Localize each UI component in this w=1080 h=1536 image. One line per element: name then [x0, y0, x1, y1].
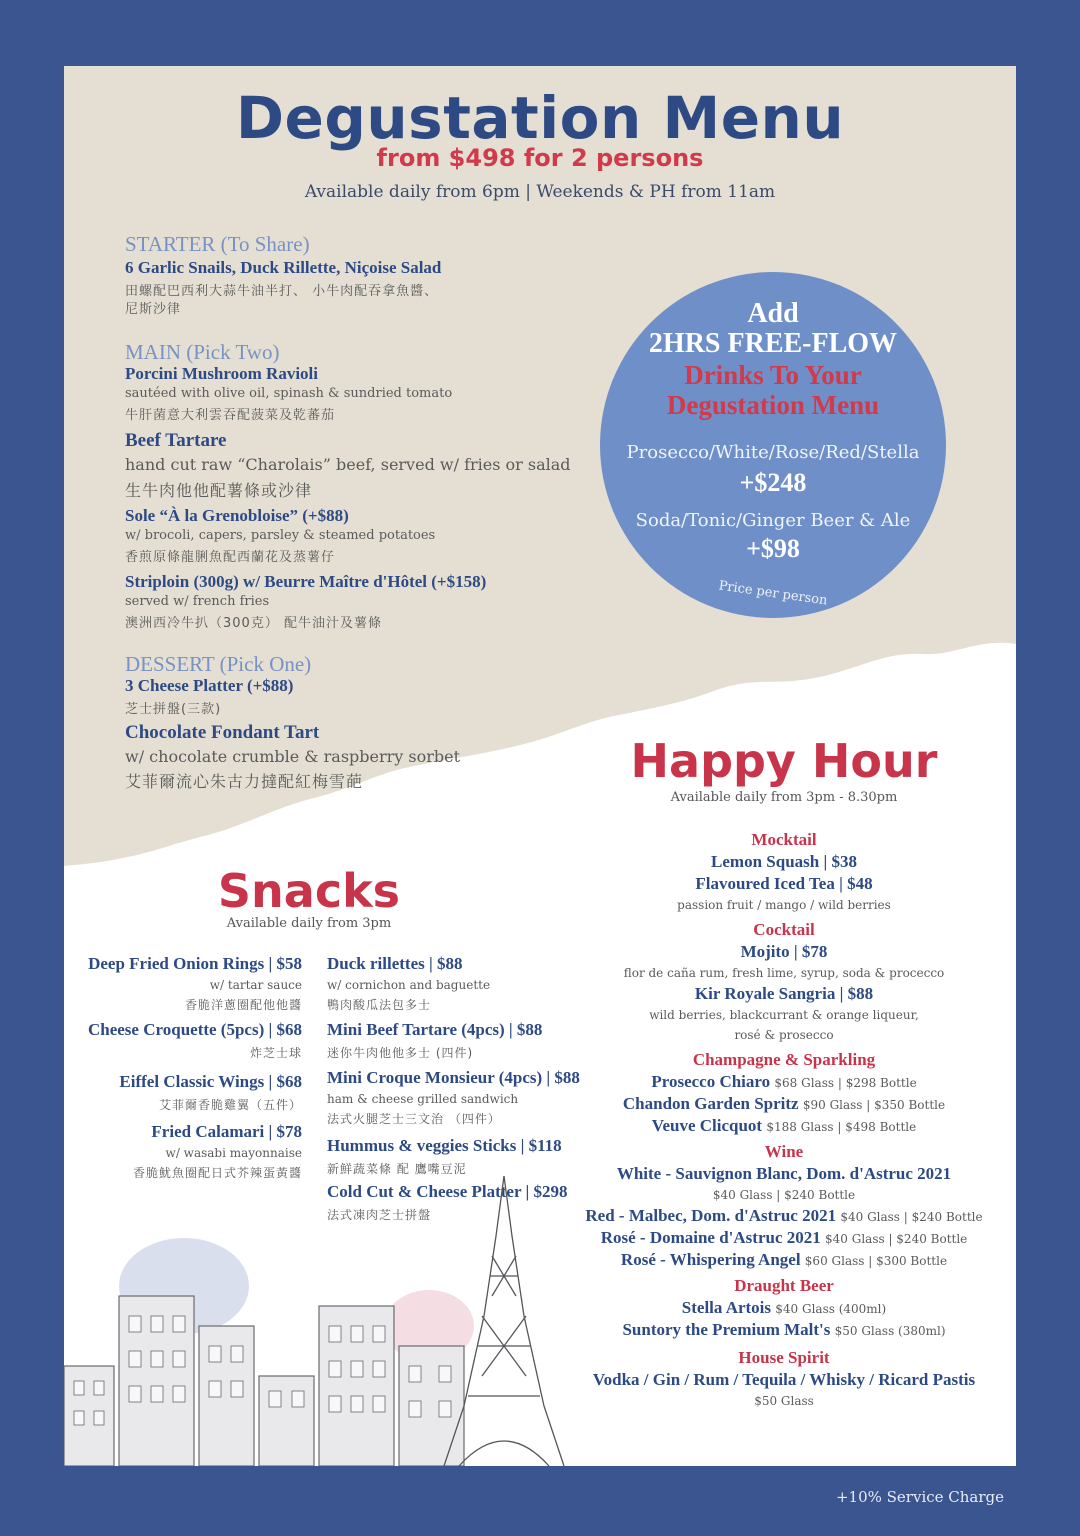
- snack-item-name: Duck rillettes | $88: [327, 954, 463, 973]
- freeflow-badge: [600, 272, 946, 618]
- dessert-item-name: Chocolate Fondant Tart: [125, 722, 320, 743]
- wine-item: White - Sauvignon Blanc, Dom. d'Astruc 2021: [616, 1164, 952, 1183]
- freeflow-line2: 2HRS FREE-FLOW: [648, 328, 898, 359]
- cocktail-item: Kir Royale Sangria | $88: [694, 984, 874, 1003]
- champagne-item: Prosecco Chiaro $68 Glass | $298 Bottle: [651, 1072, 917, 1091]
- paris-illustration: [64, 1176, 624, 1466]
- menu-page: [64, 66, 1016, 1466]
- main-item-desc: w/ brocoli, capers, parsley & steamed potatoes: [125, 528, 436, 543]
- wine-item: Red - Malbec, Dom. d'Astruc 2021 $40 Glass | $240 Bottle: [585, 1206, 983, 1225]
- freeflow-line1: Add: [747, 298, 799, 329]
- snack-item-name: Cheese Croquette (5pcs) | $68: [87, 1020, 302, 1039]
- happy-hour-title: Happy Hour: [630, 734, 938, 788]
- champagne-item: Veuve Clicquot $188 Glass | $498 Bottle: [651, 1116, 917, 1135]
- wine-heading: Wine: [764, 1142, 804, 1161]
- champagne-heading: Champagne & Sparkling: [692, 1050, 876, 1069]
- snack-item-cn: 鴨肉酸瓜法包多士: [327, 998, 432, 1012]
- starter-name: 6 Garlic Snails, Duck Rillette, Niçoise Salad: [125, 258, 442, 277]
- degustation-availability: Available daily from 6pm | Weekends & PH from 11am: [304, 182, 776, 202]
- mocktail-item: Flavoured Iced Tea | $48: [695, 874, 873, 893]
- cocktail-desc: rosé & prosecco: [734, 1028, 834, 1042]
- dessert-heading: DESSERT (Pick One): [125, 652, 312, 676]
- snack-item-name: Hummus & veggies Sticks | $118: [327, 1136, 562, 1155]
- snack-item-cn: 新鮮蔬菜條 配 鷹嘴豆泥: [327, 1162, 467, 1176]
- cocktail-desc: flor de caña rum, fresh lime, syrup, soda & procecco: [623, 966, 945, 980]
- cocktail-item: Mojito | $78: [740, 942, 828, 961]
- starter-heading: STARTER (To Share): [125, 232, 310, 256]
- main-item-cn: 澳洲西冷牛扒（300克） 配牛油汁及薯條: [125, 616, 382, 631]
- beer-item: Stella Artois $40 Glass (400ml): [681, 1298, 887, 1317]
- wine-item: Rosé - Domaine d'Astruc 2021 $40 Glass | $240 Bottle: [600, 1228, 968, 1247]
- snack-item-cn: 香脆洋蔥圈配他他醬: [184, 998, 302, 1012]
- freeflow-option2: Soda/Tonic/Ginger Beer & Ale: [635, 510, 911, 531]
- snacks-title: Snacks: [217, 864, 401, 918]
- freeflow-price2: +$98: [746, 534, 800, 563]
- main-item-cn: 牛肝菌意大利雲吞配菠菜及乾蕃茄: [125, 408, 336, 423]
- cocktail-heading: Cocktail: [753, 920, 815, 939]
- spirit-items: Vodka / Gin / Rum / Tequila / Whisky / Ricard Pastis: [592, 1370, 976, 1389]
- freeflow-note: Price per person: [717, 578, 829, 609]
- degustation-price: from $498 for 2 persons: [376, 144, 704, 172]
- main-item-desc: served w/ french fries: [125, 594, 270, 609]
- snack-item-desc: w/ wasabi mayonnaise: [165, 1146, 302, 1160]
- beer-heading: Draught Beer: [734, 1276, 834, 1295]
- spirit-heading: House Spirit: [738, 1348, 830, 1367]
- main-item-name: Sole “À la Grenobloise” (+$88): [125, 506, 349, 525]
- snack-item-cn: 炸芝士球: [249, 1046, 302, 1060]
- main-item-desc: hand cut raw “Charolais” beef, served w/ fries or salad: [125, 455, 571, 474]
- snack-item-name: Fried Calamari | $78: [151, 1122, 302, 1141]
- starter-cn-2: 尼斯沙律: [125, 302, 182, 317]
- snack-item-name: Cold Cut & Cheese Platter | $298: [327, 1182, 568, 1201]
- beer-item: Suntory the Premium Malt's $50 Glass (380ml): [622, 1320, 946, 1339]
- freeflow-line4: Degustation Menu: [666, 390, 880, 420]
- freeflow-line3: Drinks To Your: [684, 360, 862, 390]
- dessert-item-cn: 芝士拼盤(三款): [125, 702, 222, 717]
- snack-item-cn: 法式火腿芝士三文治 （四件）: [327, 1112, 501, 1126]
- main-item-desc: sautéed with olive oil, spinash & sundried tomato: [125, 386, 453, 401]
- starter-cn-1: 田螺配巴西利大蒜牛油半打、 小牛肉配吞拿魚醬、: [125, 284, 439, 299]
- snack-item-name: Deep Fried Onion Rings | $58: [88, 954, 302, 973]
- freeflow-price1: +$248: [739, 468, 807, 497]
- main-item-cn: 生牛肉他他配薯條或沙律: [125, 481, 313, 500]
- cocktail-desc: wild berries, blackcurrant & orange liqueur,: [649, 1008, 919, 1022]
- dessert-item-cn: 艾菲爾流心朱古力撻配紅梅雪葩: [125, 772, 364, 791]
- snack-item-name: Eiffel Classic Wings | $68: [119, 1072, 302, 1091]
- snack-item-cn: 艾菲爾香脆雞翼（五件）: [158, 1098, 302, 1112]
- snack-item-cn: 迷你牛肉他他多士 (四件): [327, 1046, 474, 1060]
- spirit-price: $50 Glass: [754, 1394, 814, 1408]
- snack-item-desc: w/ cornichon and baguette: [327, 978, 491, 992]
- main-item-cn: 香煎原條龍脷魚配西蘭花及蒸薯仔: [125, 550, 336, 565]
- champagne-item: Chandon Garden Spritz $90 Glass | $350 Bottle: [622, 1094, 946, 1113]
- service-charge-note: +10% Service Charge: [835, 1488, 1005, 1506]
- snack-item-cn: 香脆魷魚圈配日式芥辣蛋黃醬: [132, 1166, 302, 1180]
- snacks-availability: Available daily from 3pm: [226, 916, 392, 931]
- dessert-item-name: 3 Cheese Platter (+$88): [125, 676, 294, 695]
- main-item-name: Striploin (300g) w/ Beurre Maître d'Hôtel (+$158): [125, 572, 487, 591]
- mocktail-heading: Mocktail: [751, 830, 817, 849]
- freeflow-option1: Prosecco/White/Rose/Red/Stella: [626, 442, 920, 463]
- snack-item-desc: ham & cheese grilled sandwich: [327, 1092, 519, 1106]
- snack-item-desc: w/ tartar sauce: [209, 978, 302, 992]
- mocktail-desc: passion fruit / mango / wild berries: [677, 898, 891, 912]
- happy-hour-availability: Available daily from 3pm - 8.30pm: [670, 790, 898, 805]
- main-heading: MAIN (Pick Two): [125, 340, 280, 364]
- wine-price: $40 Glass | $240 Bottle: [712, 1188, 856, 1202]
- wine-item: Rosé - Whispering Angel $60 Glass | $300 Bottle: [620, 1250, 948, 1269]
- mocktail-item: Lemon Squash | $38: [711, 852, 857, 871]
- dessert-item-desc: w/ chocolate crumble & raspberry sorbet: [125, 747, 461, 766]
- degustation-title: Degustation Menu: [235, 84, 845, 152]
- snack-item-name: Mini Beef Tartare (4pcs) | $88: [327, 1020, 543, 1039]
- snack-item-name: Mini Croque Monsieur (4pcs) | $88: [327, 1068, 580, 1087]
- main-item-name: Beef Tartare: [125, 430, 227, 451]
- snack-item-cn: 法式凍肉芝士拼盤: [327, 1208, 432, 1222]
- main-item-name: Porcini Mushroom Ravioli: [125, 364, 318, 383]
